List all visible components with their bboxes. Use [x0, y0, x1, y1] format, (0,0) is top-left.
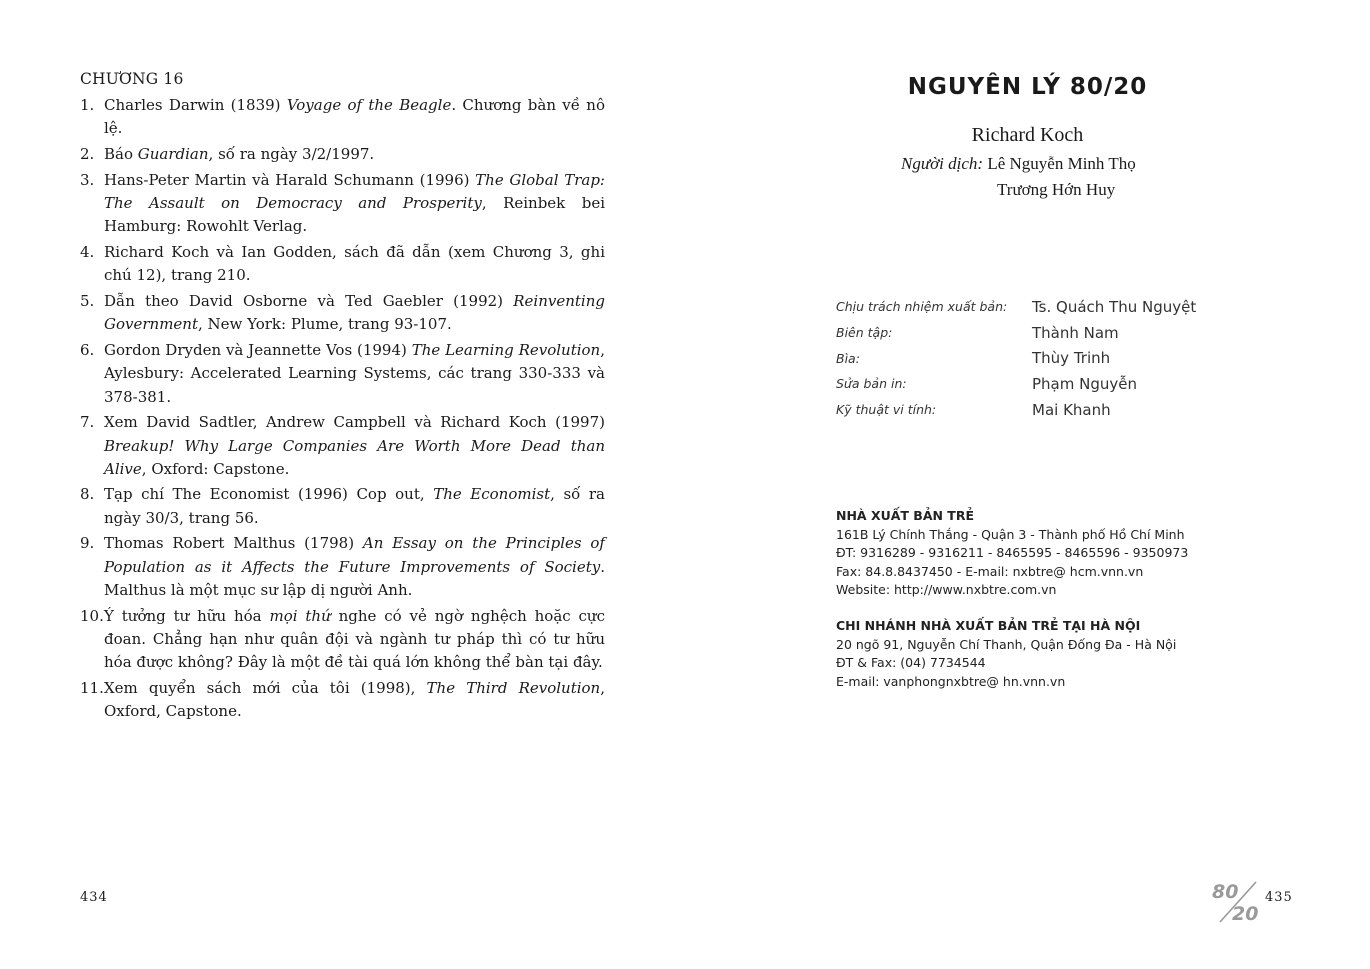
note-text-part: Ý tưởng tư hữu hóa: [104, 606, 270, 625]
note-text-part: Hans-Peter Martin và Harald Schumann (1996): [104, 170, 476, 189]
credits-list: [836, 294, 1196, 422]
page-number-left: 434: [80, 890, 108, 905]
note-text-part: , Reinbek bei Hamburg: Rowohlt Verlag.: [104, 193, 605, 236]
note-number: 5.: [80, 291, 95, 310]
note-text-part: Xem David Sadtler, Andrew Campbell và Richard Koch (1997): [104, 413, 605, 432]
credit-name: Thành Nam: [1032, 323, 1119, 342]
note-title-italic: Breakup! Why Large Companies Are Worth More Dead than Alive: [104, 436, 605, 478]
note-text: [104, 290, 605, 337]
note-item: [80, 339, 605, 409]
note-text-part: Gordon Dryden và Jeannette Vos (1994): [104, 340, 412, 359]
translator-1: Lê Nguyễn Minh Thọ: [987, 154, 1136, 173]
note-text-part: , số ra ngày 30/3, trang 56.: [104, 485, 606, 527]
note-title-italic: mọi thứ: [269, 606, 331, 625]
credit-name: Phạm Nguyễn: [1032, 374, 1137, 393]
credit-name: Thùy Trinh: [1032, 349, 1111, 368]
logo-80-20: [1210, 878, 1266, 924]
note-text: [104, 241, 605, 288]
note-text: [104, 677, 605, 724]
note-text: [104, 532, 605, 602]
notes-list: [80, 94, 605, 726]
note-item: [80, 143, 605, 166]
note-text-part: Charles Darwin (1839): [104, 96, 287, 114]
note-title-italic: The Economist: [433, 485, 551, 504]
note-item: [80, 290, 605, 337]
credit-role: Kỹ thuật vi tính:: [836, 402, 937, 418]
note-text-part: , Oxford, Capstone.: [104, 679, 606, 721]
note-title-italic: The Global Trap: The Assault on Democracy and Prosperity: [104, 170, 605, 212]
note-text: [104, 143, 605, 166]
credit-row: [836, 371, 1196, 397]
note-text-part: , Aylesbury: Accelerated Learning Systems, các trang 330-333 và 378-381.: [104, 340, 606, 406]
note-title-italic: The Third Revolution: [426, 679, 601, 698]
credit-role: Bìa:: [836, 350, 860, 366]
note-number: 11.: [80, 679, 104, 698]
note-title-italic: Reinventing Government: [104, 291, 605, 334]
note-text-part: Richard Koch và Ian Godden, sách đã dẫn (xem Chương 3, ghi chú 12), trang 210.: [104, 242, 605, 285]
chapter-heading: CHƯƠNG 16: [80, 70, 184, 88]
translator-line: [901, 154, 1136, 174]
note-text: [104, 605, 605, 675]
note-text-part: Báo: [104, 144, 138, 163]
branch-address: 20 ngõ 91, Nguyễn Chí Thanh, Quận Đống Đa - Hà Nội: [836, 636, 1177, 652]
publisher-fax-email: Fax: 84.8.8437450 - E-mail: nxbtre@ hcm.vnn.vn: [836, 563, 1144, 579]
note-item: [80, 411, 605, 481]
note-item: [80, 94, 605, 141]
note-text-part: Dẫn theo David Osborne và Ted Gaebler (1992): [104, 291, 514, 310]
note-text-part: , Oxford: Capstone.: [141, 459, 290, 478]
credit-role: Chịu trách nhiệm xuất bản:: [836, 299, 1008, 315]
branch-name: CHI NHÁNH NHÀ XUẤT BẢN TRẺ TẠI HÀ NỘI: [836, 618, 1141, 633]
note-title-italic: The Learning Revolution: [411, 340, 601, 359]
note-item: [80, 605, 605, 675]
publisher-block: [836, 507, 1188, 600]
publisher-phone: ĐT: 9316289 - 9316211 - 8465595 - 8465596 - 9350973: [836, 545, 1189, 560]
note-item: [80, 677, 605, 724]
note-text-part: . Chương bàn về nô lệ.: [104, 96, 605, 138]
right-page: [685, 0, 1370, 969]
note-number: 3.: [80, 170, 95, 189]
publisher-name: NHÀ XUẤT BẢN TRẺ: [836, 508, 974, 523]
note-text-part: Tạp chí The Economist (1996) Cop out,: [104, 485, 434, 504]
note-text: [104, 483, 605, 530]
credit-role: Biên tập:: [836, 325, 893, 341]
note-item: [80, 532, 605, 602]
note-title-italic: An Essay on the Principles of Population as it Affects the Future Improvements of Society: [104, 534, 605, 576]
note-text: [104, 411, 605, 481]
note-number: 1.: [80, 96, 95, 114]
note-text-part: Thomas Robert Malthus (1798): [104, 534, 363, 553]
note-text-part: , số ra ngày 3/2/1997.: [208, 144, 375, 163]
translator-2: Trương Hớn Huy: [997, 180, 1116, 199]
note-text: [104, 339, 605, 409]
note-number: 8.: [80, 485, 95, 504]
note-text-part: nghe có vẻ ngờ nghệch hoặc cực đoan. Chẳng hạn như quân đội và ngành tư pháp thì có tư hữu hóa được không? Đây là một đề tài quá lớn không thể bàn tại đây.: [104, 606, 605, 672]
note-item: [80, 169, 605, 239]
note-text-part: . Malthus là một mục sư lập dị người Anh.: [104, 557, 605, 600]
note-title-italic: Guardian: [137, 144, 209, 163]
credit-name: Mai Khanh: [1032, 400, 1111, 419]
book-title: NGUYÊN LÝ 80/20: [907, 74, 1148, 100]
note-number: 2.: [80, 144, 95, 163]
note-number: 7.: [80, 413, 95, 432]
logo-bottom-text: 20: [1232, 903, 1259, 924]
credit-row: [836, 294, 1196, 320]
logo-top-text: 80: [1212, 881, 1239, 903]
note-number: 9.: [80, 534, 95, 553]
note-item: [80, 483, 605, 530]
credit-row: [836, 320, 1196, 346]
branch-phone-fax: ĐT & Fax: (04) 7734544: [836, 655, 986, 670]
note-number: 4.: [80, 242, 95, 261]
note-item: [80, 241, 605, 288]
credit-role: Sửa bản in:: [836, 376, 907, 392]
translator-label: Người dịch:: [901, 154, 984, 173]
page-number-right: 435: [1265, 890, 1293, 905]
note-number: 10.: [80, 606, 104, 625]
note-text: [104, 169, 605, 239]
credit-row: [836, 397, 1196, 423]
credit-row: [836, 345, 1196, 371]
note-text-part: Xem quyển sách mới của tôi (1998),: [104, 679, 427, 698]
branch-email: E-mail: vanphongnxbtre@ hn.vnn.vn: [836, 673, 1066, 689]
publisher-address: 161B Lý Chính Thắng - Quận 3 - Thành phố Hồ Chí Minh: [836, 526, 1185, 542]
credit-name: Ts. Quách Thu Nguyệt: [1032, 297, 1197, 316]
note-text: [104, 94, 605, 141]
note-title-italic: Voyage of the Beagle: [286, 96, 452, 114]
note-number: 6.: [80, 340, 95, 359]
branch-block: [836, 617, 1176, 691]
author-name: Richard Koch: [971, 124, 1084, 146]
publisher-website: Website: http://www.nxbtre.com.vn: [836, 582, 1057, 597]
note-text-part: , New York: Plume, trang 93-107.: [197, 315, 452, 334]
